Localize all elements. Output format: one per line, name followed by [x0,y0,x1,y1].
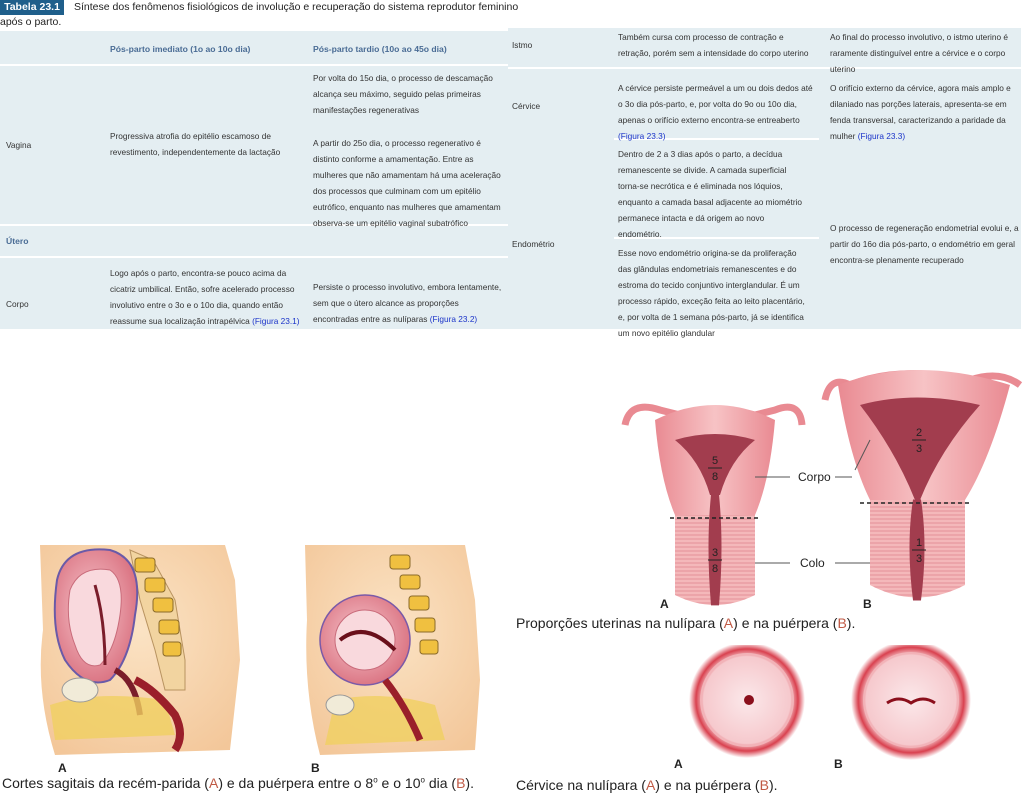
figure-ref-23-3b[interactable]: (Figura 23.3) [857,131,906,141]
frac-b-top-den: 3 [915,443,923,455]
istmo-imediato: Também cursa com processo de contração e retração, porém sem a intensidade do corpo uterino [618,32,809,58]
corpo-tardio [313,279,505,327]
sagittal-b-illustration [305,545,480,755]
figure-ref-23-3[interactable]: (Figura 23.3) [618,131,666,141]
frac-b-bot-den: 3 [915,553,923,565]
cervix-a-illustration [689,645,805,758]
cervix-caption-b: B [759,777,769,793]
table-label: Tabela 23.1 [0,0,64,15]
frac-b-bot-num: 1 [915,537,923,549]
cervix-caption [516,777,778,793]
cervice-tardio-text: O orifício externo da cérvice, agora mais amplo e dilaniado nas porções laterais, apresenta-se em fenda transversal, caracterizando a paridade da mulher [830,83,1011,141]
cervix-caption-mid: ) e na puérpera ( [655,777,760,793]
endometrio-imediato-a: Dentro de 2 a 3 dias após o parto, a decídua remanescente se divide. A camada superficial torna-se necrótica e é eliminada nos lóquios, enquanto a camada basal adjacente ao miométrio permanece intacta e dá origem ao novo endométrio. [618,149,803,239]
endometrio-imediato-b: Esse novo endométrio origina-se da proliferação das glândulas endometriais remanescentes e do estroma do tecido conjuntivo interglandular. É um processo rápido, exceção feita ao leito placentário, e, por volta de 1 semana pós-parto, já se identifica um novo epitélio glandular [618,248,805,338]
sagittal-figure [35,540,505,770]
cervix-label-b: B [834,757,843,771]
sagittal-caption [2,775,474,791]
table-title: Síntese dos fenômenos fisiológicos de involução e recuperação do sistema reprodutor feminino [74,1,519,13]
sagittal-caption-pre: Cortes sagitais da recém-parida ( [2,775,209,791]
sagittal-caption-a: A [208,775,219,791]
vagina-tardio-a: Por volta do 15o dia, o processo de descamação alcança seu máximo, seguido pelas primeiras manifestações regenerativas [313,73,493,115]
uterus-caption-pre: Proporções uterinas na nulípara ( [516,615,724,631]
frac-a-bot-num: 3 [711,547,719,559]
frac-a-top-den: 8 [711,471,719,483]
sagittal-caption-b: B [456,775,466,791]
sagittal-caption-post: ). [465,775,474,791]
col-header-imediato: Pós-parto imediato (1o ao 10o dia) [110,44,251,54]
uterus-b-illustration [825,370,1020,600]
sagittal-caption-sup1: o [373,775,378,785]
vagina-tardio-b: A partir do 25o dia, o processo regenerativo é distinto conforme a amamentação. Entre as mulheres que não amamentam há uma aceleração dos processos que culminam com um epitélio eutrófico, enquanto nas mulheres que amamentam observa-se um epitélio vaginal subatrófico [313,138,501,228]
colo-label: Colo [800,556,825,570]
sagittal-a-illustration [40,545,240,755]
cervix-label-a: A [674,757,683,771]
sagittal-caption-mid: ) e da puérpera entre o 8 [218,775,374,791]
row-label-vagina: Vagina [6,140,32,150]
cervix-caption-a: A [645,777,656,793]
row-label-corpo: Corpo [6,299,29,309]
row-label-endometrio: Endométrio [512,239,555,249]
endometrio-tardio: O processo de regeneração endometrial evolui e, a partir do 16o dia pós-parto, o endométrio em geral encontra-se plenamente recuperado [830,223,1019,265]
sagittal-label-b: B [311,761,320,775]
vagina-imediato: Progressiva atrofia do epitélio escamoso de revestimento, independentemente da lactação [110,131,281,157]
cervix-b-illustration [851,645,971,760]
row-label-istmo: Istmo [512,40,533,50]
sagittal-caption-sup2: o [420,775,425,785]
uterus-label-b: B [863,597,872,611]
corpo-label: Corpo [798,470,831,484]
row-label-utero: Útero [6,236,29,246]
frac-a-top-num: 5 [711,455,719,467]
cervix-caption-post: ). [768,777,778,793]
uterus-a-illustration [625,405,802,605]
istmo-tardio: Ao final do processo involutivo, o istmo uterino é raramente distinguível entre a cérvice e o corpo uterino [830,32,1009,74]
sagittal-label-a: A [58,761,67,775]
corpo-imediato-text: Logo após o parto, encontra-se pouco acima da cicatriz umbilical. Então, sofre acelerado processo involutivo entre o 3o e o 10o dia, quando então reassume sua localização intrapélvica [110,268,295,326]
table-title-cont: após o parto. [0,16,62,28]
cervice-imediato [618,80,813,144]
corpo-tardio-text: Persiste o processo involutivo, embora lentamente, sem que o útero alcance as proporções encontradas entre as nulíparas [313,282,502,324]
sagittal-caption-mid2: e o 10 [377,775,421,791]
uterus-caption-b: B [837,615,847,631]
col-header-tardio: Pós-parto tardio (10o ao 45o dia) [313,44,447,54]
cervix-caption-pre: Cérvice na nulípara ( [516,777,646,793]
figure-ref-23-2[interactable]: (Figura 23.2) [429,314,478,324]
cervix-figure [665,645,980,775]
cervice-imediato-text: A cérvice persiste permeável a um ou dois dedos até o 3o dia pós-parto, e, por volta do 9o ou 10o dia, apenas o orifício externo encontra-se entreaberto [618,83,813,125]
corpo-imediato [110,265,300,329]
uterus-figure [620,360,1025,615]
frac-b-top-num: 2 [915,427,923,439]
cervice-tardio [830,80,1022,144]
uterus-caption [516,615,855,631]
uterus-label-a: A [660,597,669,611]
uterus-caption-a: A [723,615,734,631]
sagittal-caption-mid3: dia ( [424,775,457,791]
figure-ref-23-1[interactable]: (Figura 23.1) [252,316,300,326]
frac-a-bot-den: 8 [711,563,719,575]
uterus-caption-mid: ) e na puérpera ( [733,615,838,631]
row-label-cervice: Cérvice [512,101,541,111]
uterus-caption-post: ). [846,615,856,631]
